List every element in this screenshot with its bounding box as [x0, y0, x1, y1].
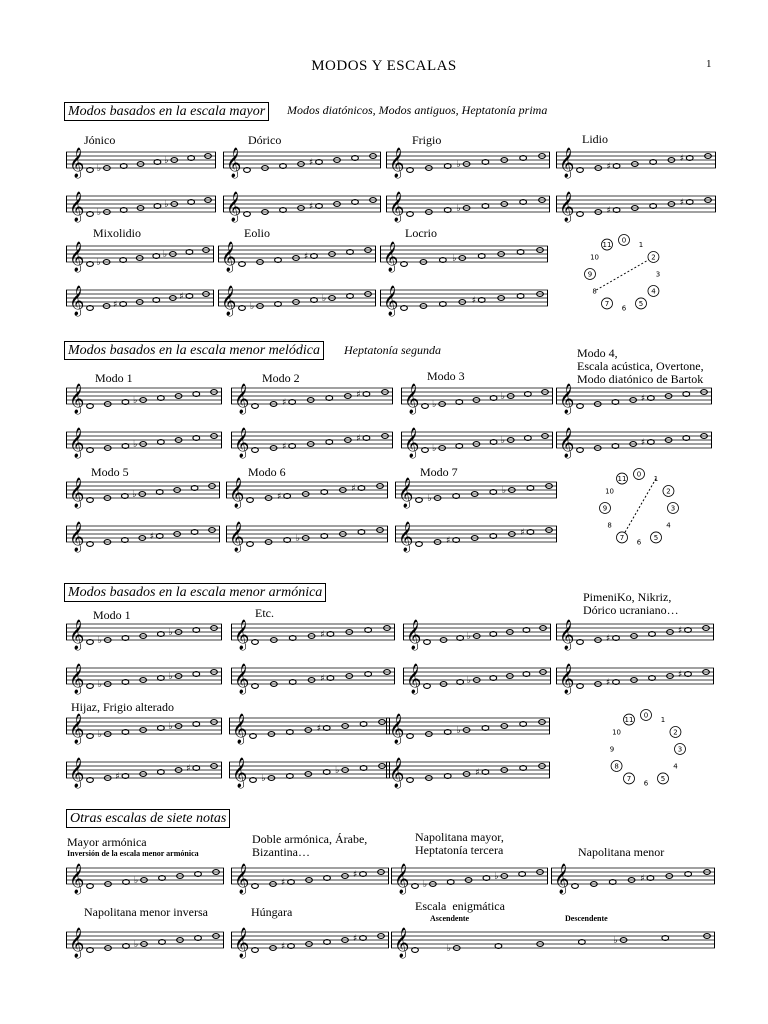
flat-icon: ♭	[322, 294, 327, 304]
flat-icon: ♭	[97, 680, 102, 690]
sharp-icon: ♯	[149, 532, 155, 542]
sharp-icon: ♯	[282, 442, 287, 452]
flat-icon: ♭	[133, 396, 138, 406]
music-staff	[229, 704, 390, 744]
scale-label-hungara: Húngara	[251, 905, 293, 919]
mode-label-melodic-5: Modo 5	[91, 465, 129, 479]
flat-icon: ♭	[432, 400, 437, 410]
treble-clef-icon: 𝄞	[389, 758, 405, 788]
pitch-class-clock	[589, 458, 689, 558]
treble-clef-icon: 𝄞	[69, 148, 85, 178]
sharp-icon: ♯	[471, 296, 477, 306]
treble-clef-icon: 𝄞	[232, 714, 248, 744]
pitch-class-clock	[574, 224, 674, 324]
music-staff	[231, 918, 389, 958]
pitch-number: 10	[605, 487, 615, 496]
pitch-number: 4	[673, 762, 678, 771]
treble-clef-icon: 𝄞	[69, 192, 85, 222]
mode-label-hijaz: Hijaz, Frigio alterado	[71, 700, 174, 714]
sharp-icon: ♯	[351, 484, 356, 494]
music-staff	[231, 610, 395, 650]
mode-label-dorico: Dórico	[248, 133, 282, 147]
mode-label-jonico: Jónico	[84, 133, 116, 147]
pitch-number: 0	[621, 236, 627, 245]
music-staff	[403, 654, 551, 694]
scale-label-napolitana-mayor: Napolitana mayor, Heptatonía tercera	[415, 830, 504, 857]
scale-label-mayor-armonica: Mayor armónica	[67, 835, 147, 849]
music-staff	[391, 918, 715, 958]
music-staff	[231, 654, 395, 694]
sharp-icon: ♯	[679, 154, 685, 164]
treble-clef-icon: 𝄞	[226, 192, 242, 222]
flat-icon: ♭	[466, 676, 471, 686]
music-staff	[395, 512, 557, 552]
music-staff	[556, 182, 716, 222]
flat-icon: ♭	[295, 534, 300, 544]
music-staff	[391, 854, 548, 894]
flat-icon: ♭	[422, 880, 428, 890]
flat-icon: ♭	[500, 436, 505, 446]
pitch-number: 7	[626, 774, 632, 783]
mode-label-frigio: Frigio	[412, 133, 442, 147]
treble-clef-icon: 𝄞	[69, 384, 85, 414]
mode-label-melodic-6: Modo 6	[248, 465, 286, 479]
treble-clef-icon: 𝄞	[229, 478, 245, 508]
music-staff	[556, 374, 712, 414]
pitch-number: 8	[592, 287, 597, 296]
section-subtitle-major: Modos diatónicos, Modos antiguos, Heptatonía prima	[287, 103, 548, 117]
music-staff	[401, 374, 553, 414]
sharp-icon: ♯	[353, 934, 358, 944]
music-staff	[226, 465, 388, 508]
sharp-icon: ♯	[475, 768, 480, 778]
sharp-icon: ♯	[606, 678, 611, 688]
music-staff	[403, 610, 551, 650]
pitch-number: 6	[636, 538, 642, 547]
music-staff	[66, 918, 224, 958]
music-staff	[229, 748, 390, 788]
sharp-icon: ♯	[446, 536, 451, 546]
music-staff	[226, 512, 388, 552]
music-staff	[223, 182, 381, 222]
flat-icon: ♭	[134, 876, 139, 886]
music-staff	[66, 138, 216, 178]
pitch-number: 3	[677, 745, 683, 754]
music-staff	[556, 654, 714, 694]
sharp-icon: ♯	[281, 878, 286, 888]
section-subtitle-melodic: Heptatonía segunda	[344, 343, 441, 357]
treble-clef-icon: 𝄞	[404, 384, 420, 414]
treble-clef-icon: 𝄞	[232, 758, 248, 788]
treble-clef-icon: 𝄞	[398, 478, 414, 508]
music-staff	[401, 418, 553, 458]
music-staff	[551, 854, 715, 894]
mode-label-harmonic-etc: Etc.	[255, 606, 274, 620]
pitch-number: 3	[670, 504, 676, 513]
pitch-class-clock	[596, 699, 696, 799]
flat-icon: ♭	[494, 872, 499, 882]
treble-clef-icon: 𝄞	[394, 928, 410, 958]
music-staff	[218, 232, 376, 272]
treble-clef-icon: 𝄞	[559, 620, 575, 650]
section-heading-melodic: Modos basados en la escala menor melódica	[64, 341, 324, 360]
treble-clef-icon: 𝄞	[394, 864, 410, 894]
pitch-number: 6	[643, 779, 649, 788]
treble-clef-icon: 𝄞	[554, 864, 570, 894]
treble-clef-icon: 𝄞	[234, 428, 250, 458]
flat-icon: ♭	[500, 392, 505, 402]
music-staff	[66, 371, 222, 414]
treble-clef-icon: 𝄞	[234, 864, 250, 894]
music-staff	[395, 465, 557, 508]
treble-clef-icon: 𝄞	[221, 286, 237, 316]
flat-icon: ♭	[164, 156, 169, 166]
flat-icon: ♭	[96, 208, 102, 218]
scale-label-enigmatica: Escala enigmática	[415, 899, 505, 913]
sharp-icon: ♯	[281, 942, 286, 952]
sharp-icon: ♯	[115, 772, 120, 782]
treble-clef-icon: 𝄞	[69, 286, 85, 316]
treble-clef-icon: 𝄞	[229, 522, 245, 552]
annotation-inversion: Inversión de la escala menor armónica	[67, 849, 199, 858]
sharp-icon: ♯	[309, 202, 314, 212]
flat-icon: ♭	[96, 258, 101, 268]
treble-clef-icon: 𝄞	[234, 620, 250, 650]
flat-icon: ♭	[133, 440, 138, 450]
music-staff	[556, 138, 716, 178]
sharp-icon: ♯	[640, 874, 645, 884]
music-staff	[223, 138, 381, 178]
pitch-number: 11	[617, 475, 627, 484]
music-staff	[386, 138, 550, 178]
music-staff	[66, 704, 222, 744]
treble-clef-icon: 𝄞	[69, 664, 85, 694]
pitch-number: 1	[638, 241, 644, 250]
sharp-icon: ♯	[304, 252, 309, 262]
pitch-number: 8	[614, 762, 619, 771]
sharp-icon: ♯	[179, 292, 184, 302]
music-staff	[66, 654, 222, 694]
sharp-icon: ♯	[320, 674, 325, 684]
treble-clef-icon: 𝄞	[221, 242, 237, 272]
pitch-number: 9	[609, 745, 615, 754]
pitch-number: 4	[651, 287, 656, 296]
flat-icon: ♭	[168, 628, 173, 638]
pitch-number: 2	[666, 487, 671, 496]
music-staff	[66, 232, 214, 272]
flat-icon: ♭	[456, 204, 461, 214]
music-staff	[66, 418, 222, 458]
pitch-number: 0	[636, 470, 642, 479]
mode-label-harmonic-1: Modo 1	[93, 608, 131, 622]
pitch-number: 11	[624, 716, 634, 725]
pitch-number: 6	[621, 304, 627, 313]
pitch-number: 3	[655, 270, 661, 279]
treble-clef-icon: 𝄞	[69, 928, 85, 958]
treble-clef-icon: 𝄞	[559, 428, 575, 458]
mode-label-melodic-4: Modo 4, Escala acústica, Overtone, Modo diatónico de Bartok	[577, 346, 704, 386]
section-heading-harmonic: Modos basados en la escala menor armónica	[64, 583, 326, 602]
treble-clef-icon: 𝄞	[69, 428, 85, 458]
flat-icon: ♭	[162, 250, 168, 260]
sharp-icon: ♯	[353, 870, 358, 880]
treble-clef-icon: 𝄞	[559, 664, 575, 694]
pitch-number: 1	[660, 716, 666, 725]
page-title: MODOS Y ESCALAS	[311, 58, 457, 74]
music-staff	[218, 276, 376, 316]
sharp-icon: ♯	[678, 670, 683, 680]
sharp-icon: ♯	[316, 724, 322, 734]
pitch-number: 2	[651, 253, 656, 262]
sharp-icon: ♯	[606, 634, 611, 644]
flat-icon: ♭	[134, 940, 139, 950]
flat-icon: ♭	[261, 774, 266, 784]
music-staff	[66, 465, 220, 508]
sharp-icon: ♯	[606, 162, 611, 172]
pitch-number: 5	[660, 774, 666, 783]
treble-clef-icon: 𝄞	[389, 714, 405, 744]
pitch-number: 7	[619, 533, 625, 542]
pitch-number: 5	[653, 533, 659, 542]
flat-icon: ♭	[335, 766, 340, 776]
mode-label-melodic-3: Modo 3	[427, 369, 465, 383]
music-staff	[66, 854, 224, 894]
flat-icon: ♭	[250, 302, 255, 312]
flat-icon: ♭	[613, 936, 618, 946]
pitch-number: 9	[587, 270, 593, 279]
sharp-icon: ♯	[520, 528, 525, 538]
treble-clef-icon: 𝄞	[406, 620, 422, 650]
treble-clef-icon: 𝄞	[559, 192, 575, 222]
treble-clef-icon: 𝄞	[389, 192, 405, 222]
sharp-icon: ♯	[282, 398, 287, 408]
scale-label-napolitana-menor-inversa: Napolitana menor inversa	[84, 905, 208, 919]
treble-clef-icon: 𝄞	[69, 478, 85, 508]
sharp-icon: ♯	[186, 764, 191, 774]
treble-clef-icon: 𝄞	[404, 428, 420, 458]
music-staff	[231, 418, 393, 458]
music-staff	[231, 854, 389, 894]
music-staff	[380, 232, 548, 272]
sharp-icon: ♯	[679, 198, 685, 208]
sharp-icon: ♯	[640, 394, 646, 404]
mode-label-mixolidio: Mixolidio	[93, 226, 142, 240]
treble-clef-icon: 𝄞	[69, 522, 85, 552]
pitch-number: 0	[643, 711, 649, 720]
flat-icon: ♭	[456, 726, 461, 736]
treble-clef-icon: 𝄞	[383, 286, 399, 316]
treble-clef-icon: 𝄞	[234, 928, 250, 958]
music-staff	[66, 276, 214, 316]
flat-icon: ♭	[452, 254, 457, 264]
music-staff	[231, 371, 393, 414]
pitch-number: 11	[602, 241, 612, 250]
music-staff	[66, 748, 222, 788]
music-staff	[386, 704, 550, 744]
flat-icon: ♭	[96, 164, 102, 174]
flat-icon: ♭	[466, 632, 471, 642]
music-staff	[386, 182, 550, 222]
pitch-number: 10	[590, 253, 600, 262]
mode-label-eolio: Eolio	[244, 226, 270, 240]
pitch-number: 8	[607, 521, 612, 530]
pitch-number: 4	[666, 521, 671, 530]
flat-icon: ♭	[446, 944, 451, 954]
treble-clef-icon: 𝄞	[69, 620, 85, 650]
sharp-icon: ♯	[320, 630, 325, 640]
flat-icon: ♭	[432, 444, 437, 454]
treble-clef-icon: 𝄞	[389, 148, 405, 178]
pitch-number: 1	[653, 475, 659, 484]
treble-clef-icon: 𝄞	[69, 242, 85, 272]
flat-icon: ♭	[501, 486, 507, 496]
music-staff	[66, 182, 216, 222]
sharp-icon: ♯	[309, 158, 314, 168]
treble-clef-icon: 𝄞	[69, 864, 85, 894]
treble-clef-icon: 𝄞	[559, 148, 575, 178]
annotation-ascendente: Ascendente	[430, 914, 470, 923]
mode-label-lidio: Lidio	[582, 132, 608, 146]
flat-icon: ♭	[132, 490, 137, 500]
treble-clef-icon: 𝄞	[69, 758, 85, 788]
flat-icon: ♭	[97, 636, 102, 646]
treble-clef-icon: 𝄞	[559, 384, 575, 414]
scale-label-napolitana-menor: Napolitana menor	[578, 845, 665, 859]
mode-label-melodic-1: Modo 1	[95, 371, 133, 385]
sharp-icon: ♯	[356, 434, 361, 444]
sharp-icon: ♯	[678, 626, 683, 636]
treble-clef-icon: 𝄞	[234, 664, 250, 694]
pitch-number: 5	[638, 299, 644, 308]
pitch-number: 2	[673, 728, 678, 737]
mode-label-locrio: Locrio	[405, 226, 437, 240]
flat-icon: ♭	[164, 200, 169, 210]
treble-clef-icon: 𝄞	[69, 714, 85, 744]
sharp-icon: ♯	[277, 492, 282, 502]
annotation-descendente: Descendente	[565, 914, 608, 923]
treble-clef-icon: 𝄞	[398, 522, 414, 552]
mode-label-melodic-7: Modo 7	[420, 465, 458, 479]
section-heading-other: Otras escalas de siete notas	[66, 809, 230, 828]
section-heading-major: Modos basados en la escala mayor	[64, 102, 269, 121]
music-staff	[386, 748, 550, 788]
pitch-number: 10	[612, 728, 622, 737]
mode-label-pimeniko: PimeniKo, Nikriz, Dórico ucraniano…	[583, 590, 679, 617]
pitch-number: 9	[602, 504, 608, 513]
flat-icon: ♭	[168, 722, 173, 732]
sharp-icon: ♯	[640, 438, 646, 448]
mode-label-melodic-2: Modo 2	[262, 371, 300, 385]
treble-clef-icon: 𝄞	[406, 664, 422, 694]
treble-clef-icon: 𝄞	[234, 384, 250, 414]
pitch-number: 7	[604, 299, 610, 308]
sharp-icon: ♯	[606, 206, 611, 216]
music-staff	[556, 418, 712, 458]
sharp-icon: ♯	[356, 390, 361, 400]
music-staff	[380, 276, 548, 316]
treble-clef-icon: 𝄞	[383, 242, 399, 272]
sharp-icon: ♯	[113, 300, 118, 310]
music-staff	[556, 610, 714, 650]
flat-icon: ♭	[168, 672, 173, 682]
music-staff	[66, 610, 222, 650]
treble-clef-icon: 𝄞	[226, 148, 242, 178]
page-number: 1	[706, 58, 712, 70]
scale-label-doble-armonica: Doble armónica, Árabe, Bizantina…	[252, 832, 368, 859]
flat-icon: ♭	[427, 494, 432, 504]
flat-icon: ♭	[456, 160, 461, 170]
music-staff	[66, 512, 220, 552]
flat-icon: ♭	[97, 730, 102, 740]
